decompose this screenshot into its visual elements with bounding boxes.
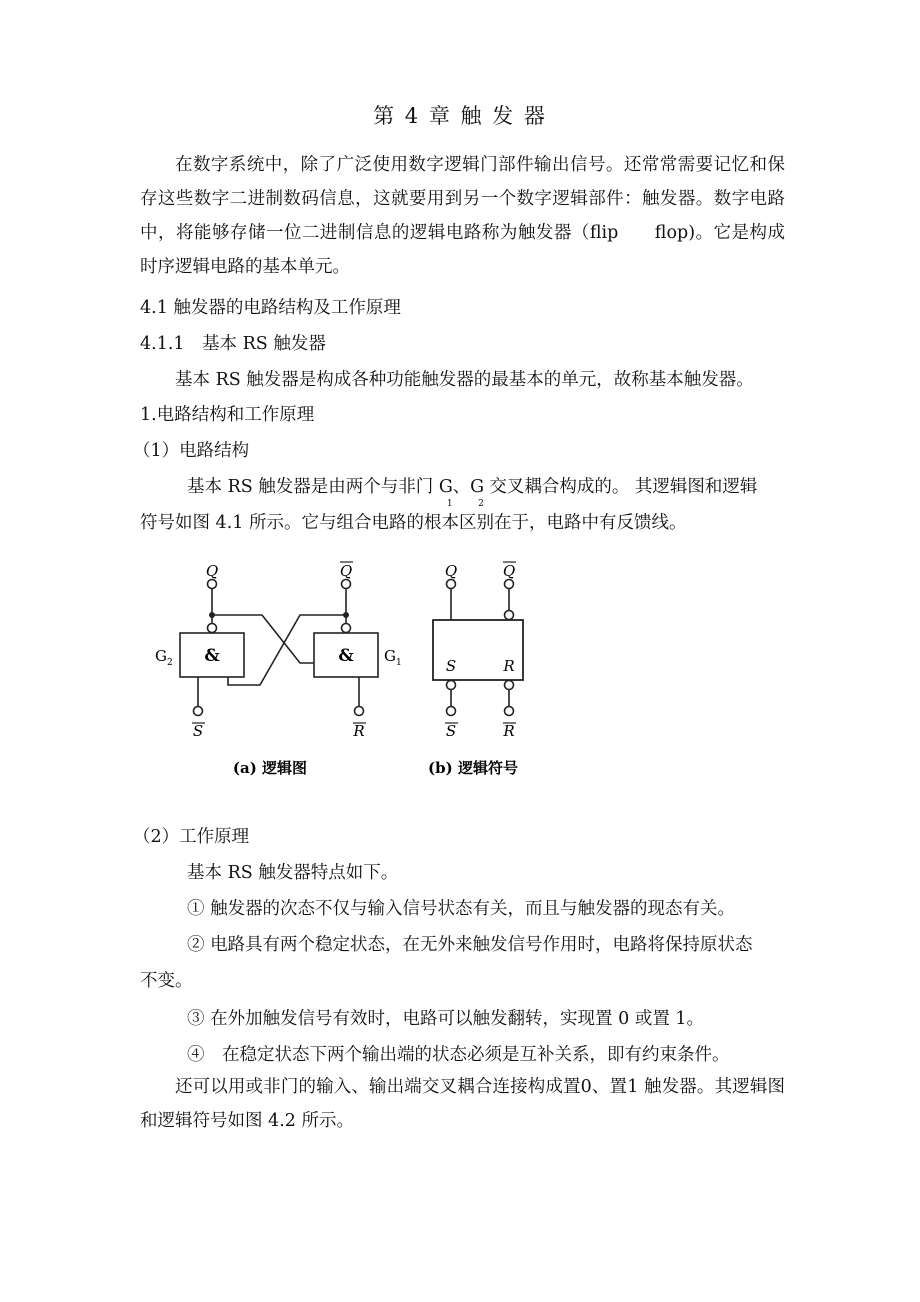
structure-text-sep: 、G: [452, 477, 485, 497]
subheading-structure: （1）电路结构: [133, 441, 250, 461]
b-qbar-label: Q: [502, 562, 516, 580]
features-intro: 基本 RS 触发器特点如下。: [187, 863, 399, 883]
rs-intro-text: 基本 RS 触发器是构成各种功能触发器的最基本的单元，故称基本触发器。: [175, 370, 754, 390]
closing-paragraph: 还可以用或非门的输入、输出端交叉耦合连接构成置0、置1 触发器。其逻辑图和逻辑符号如图 4.2 所示。: [140, 1077, 785, 1131]
a-q-label: Q: [205, 562, 219, 580]
a-sbar-label: S: [192, 722, 204, 740]
intro-paragraph: 在数字系统中，除了广泛使用数字逻辑门部件输出信号。还常常需要记忆和保存这些数字二进制数码信息，这就要用到另一个数字逻辑部件：触发器。数字电路中，将能够存储一位二进制信息的逻辑电路称为触发器（flip flop)。它是构成时序逻辑电路的基本单元。: [140, 155, 785, 277]
feature-3: ③ 在外加触发信号有效时，电路可以触发翻转，实现置 0 或置 1。: [187, 1009, 705, 1029]
b-rbar-label: R: [503, 722, 515, 740]
b-box-r-label: R: [503, 657, 515, 675]
feedback-wire-b: [228, 615, 346, 685]
feature-2-line1: ② 电路具有两个稳定状态，在无外来触发信号作用时，电路将保持原状态: [187, 935, 753, 955]
feature-2-line2: 不变。: [140, 971, 193, 991]
structure-text-part1: 基本 RS 触发器是由两个与非门 G: [187, 477, 453, 497]
chapter-title: 第 4 章 触 发 器: [373, 104, 547, 128]
g1-subscript: 1: [446, 499, 453, 509]
structure-text-line2: 符号如图 4.1 所示。它与组合电路的根本区别在于，电路中有反馈线。: [140, 513, 687, 533]
a-rbar-label: R: [353, 722, 365, 740]
caption-b: (b) 逻辑符号: [428, 759, 518, 777]
b-sbar-label: S: [445, 722, 457, 740]
g2-label: $G_2$: [155, 647, 173, 668]
feedback-wire-a: [212, 615, 314, 663]
b-q-label: Q: [444, 562, 458, 580]
g2-and-symbol: &: [204, 646, 220, 666]
g1-and-symbol: &: [338, 646, 354, 666]
g2-subscript: 2: [478, 499, 484, 509]
subheading-circuit-principle: 1.电路结构和工作原理: [140, 405, 315, 425]
a-qbar-label: Q: [339, 562, 353, 580]
g1-label: $G_1$: [384, 647, 402, 668]
feature-1: ① 触发器的次态不仅与输入信号状态有关，而且与触发器的现态有关。: [187, 899, 736, 919]
caption-a: (a) 逻辑图: [232, 759, 308, 777]
structure-text-part2: 交叉耦合构成的。 其逻辑图和逻辑: [483, 477, 758, 497]
subheading-principle: （2）工作原理: [133, 827, 250, 847]
section-heading-4-1: 4.1 触发器的电路结构及工作原理: [140, 298, 401, 318]
feature-4: ④ 在稳定状态下两个输出端的状态必须是互补关系，即有约束条件。: [187, 1045, 730, 1065]
section-heading-4-1-1: 4.1.1 基本 RS 触发器: [140, 334, 326, 354]
b-box-s-label: S: [445, 657, 457, 675]
